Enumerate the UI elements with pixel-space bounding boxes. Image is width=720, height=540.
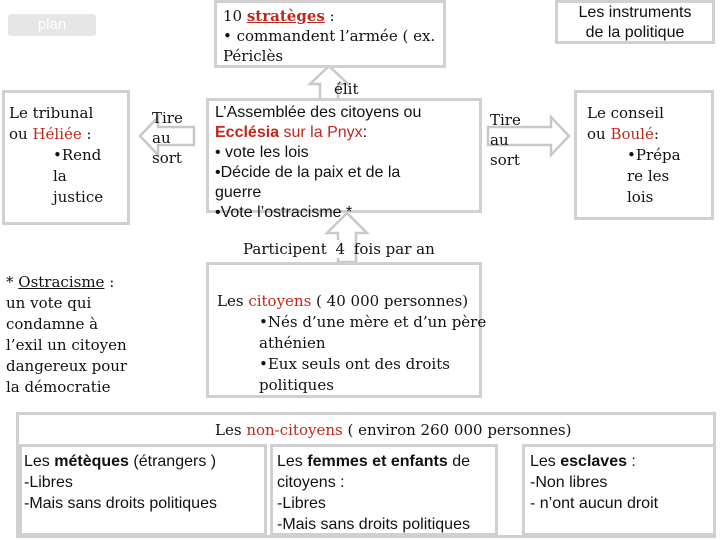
participent-prefix: Participent	[243, 240, 332, 258]
esclaves-line3: - n’ont aucun droit	[530, 495, 659, 512]
femmes-line4: -Mais sans droits politiques	[277, 516, 470, 533]
non-citoyens-les: Les	[215, 421, 247, 439]
boule-line4: re les	[627, 167, 670, 185]
esclaves-line1	[530, 451, 713, 472]
plan-tag[interactable]	[8, 14, 96, 36]
assemblee-box	[206, 98, 482, 221]
boule-name: Boulé	[610, 125, 654, 143]
strateges-name: stratèges	[246, 7, 325, 25]
esclaves-colon: :	[626, 453, 636, 470]
femmes-de: de	[447, 453, 470, 470]
meteques-line2: -Libres	[24, 474, 73, 491]
ostracisme-line4: l’exil un citoyen	[6, 336, 127, 354]
esclaves-les: Les	[530, 453, 561, 470]
tire-right-line3: sort	[490, 151, 520, 169]
participent-suffix: fois par an	[349, 240, 435, 258]
citoyens-line2: •Nés d’une mère et d’un père	[259, 313, 487, 331]
meteques-name: métèques	[54, 453, 129, 470]
citoyens-box	[206, 262, 487, 398]
meteques-box	[19, 444, 267, 536]
heliee-line2	[9, 124, 127, 145]
femmes-les: Les	[277, 453, 308, 470]
ostracisme-star: *	[6, 273, 19, 291]
title-box	[555, 0, 715, 44]
citoyens-count: ( 40 000 personnes)	[311, 292, 469, 310]
ostracisme-line2: un vote qui	[6, 294, 92, 312]
pnyx-name: Pnyx	[327, 124, 363, 141]
citoyens-line1	[217, 291, 479, 312]
esclaves-line2: -Non libres	[530, 474, 608, 491]
strateges-box	[214, 0, 446, 68]
heliee-line5: justice	[53, 188, 104, 206]
title-line2: de la politique	[585, 24, 685, 41]
heliee-line4: la	[53, 167, 67, 185]
femmes-line2: citoyens :	[277, 474, 345, 491]
strateges-line3: Périclès	[223, 47, 284, 65]
ostracisme-line5: dangereux pour	[6, 357, 128, 375]
meteques-etrangers: (étrangers )	[128, 453, 217, 470]
tire-au-sort-left	[152, 108, 183, 168]
boule-line5: lois	[627, 188, 654, 206]
heliee-line3: •Rend	[53, 146, 102, 164]
non-citoyens-name: non-citoyens	[246, 421, 343, 439]
femmes-line1	[277, 451, 495, 472]
heliee-name: Héliée	[32, 125, 82, 143]
tire-left-line1: Tire	[152, 109, 183, 127]
tire-au-sort-right	[490, 110, 521, 170]
femmes-name: femmes et enfants	[307, 453, 448, 470]
tire-left-line3: sort	[152, 149, 182, 167]
citoyens-line5: politiques	[259, 376, 334, 394]
tire-right-line2: au	[490, 131, 509, 149]
boule-line3: •Prépa	[627, 146, 681, 164]
meteques-les: Les	[24, 453, 55, 470]
participent-text	[243, 240, 435, 258]
non-citoyens-count: ( environ 260 000 personnes)	[342, 421, 572, 439]
heliee-box	[2, 90, 130, 225]
heliee-ou: ou	[9, 125, 33, 143]
assemblee-line3: • vote les lois	[215, 144, 309, 161]
participent-number: 4	[332, 240, 350, 258]
ecclesia-name: Ecclésia	[215, 124, 280, 141]
ostracisme-colon: :	[104, 273, 115, 291]
strateges-colon: :	[324, 7, 335, 25]
plan-label: plan	[37, 16, 67, 33]
boule-line2	[587, 124, 711, 145]
ostracisme-line3: condamne à	[6, 315, 99, 333]
tire-right-line1: Tire	[490, 111, 521, 129]
esclaves-box	[522, 444, 716, 536]
ostracisme-definition	[6, 272, 127, 398]
strateges-line1	[223, 6, 443, 26]
title-line1: Les instruments	[578, 4, 692, 21]
meteques-line1	[24, 451, 264, 472]
strateges-line2: • commandent l’armée ( ex.	[223, 27, 436, 45]
citoyens-name: citoyens	[248, 292, 312, 310]
boule-box	[574, 90, 714, 220]
ostracisme-line1	[6, 272, 127, 293]
tire-left-line2: au	[152, 129, 171, 147]
strateges-count: 10	[223, 7, 247, 25]
boule-line1: Le conseil	[587, 104, 664, 122]
citoyens-line3: athénien	[259, 334, 326, 352]
ecclesia-sur-la: sur la	[279, 124, 328, 141]
ostracisme-term: Ostracisme	[18, 273, 105, 291]
assemblee-line2	[215, 123, 479, 143]
assemblee-line1: L’Assemblée des citoyens ou	[215, 104, 422, 121]
boule-colon: :	[653, 125, 659, 143]
femmes-enfants-box	[270, 444, 498, 536]
heliee-line1: Le tribunal	[9, 104, 94, 122]
citoyens-line4: •Eux seuls ont des droits	[259, 355, 450, 373]
femmes-line3: -Libres	[277, 495, 326, 512]
assemblee-line4: •Décide de la paix et de la	[215, 164, 401, 181]
assemblee-colon: :	[362, 124, 368, 141]
citoyens-les: Les	[217, 292, 249, 310]
meteques-line3: -Mais sans droits politiques	[24, 495, 217, 512]
non-citoyens-heading	[215, 421, 571, 439]
ostracisme-line6: la démocratie	[6, 378, 111, 396]
elit-label: élit	[334, 80, 359, 98]
esclaves-name: esclaves	[560, 453, 627, 470]
assemblee-line5: guerre	[215, 184, 262, 201]
assemblee-line6: •Vote l’ostracisme *	[215, 204, 353, 221]
boule-ou: ou	[587, 125, 611, 143]
heliee-colon: :	[81, 125, 92, 143]
